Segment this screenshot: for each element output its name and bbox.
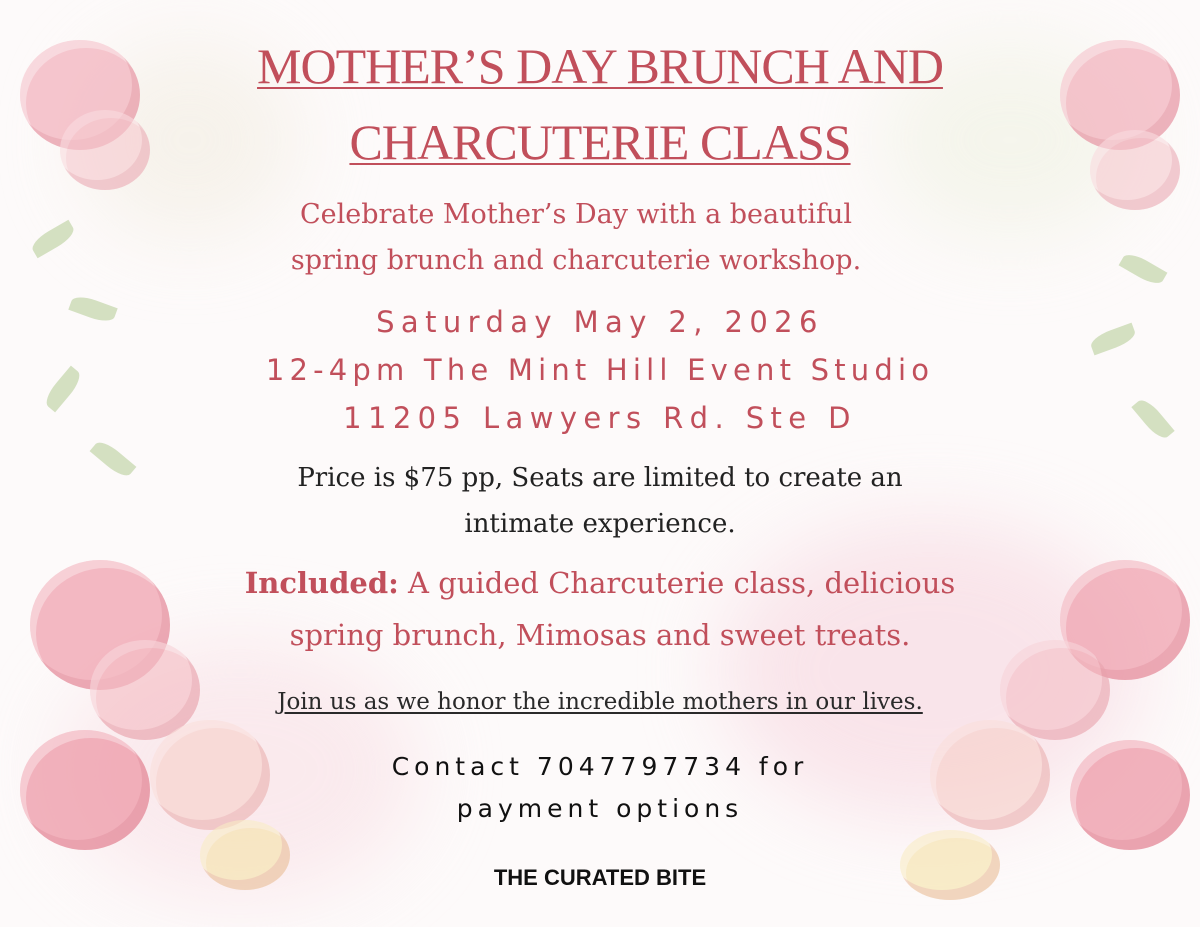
intro-line-1: Celebrate Mother’s Day with a beautiful	[299, 199, 853, 230]
contact-line-1: Contact 7047797734 for	[391, 752, 809, 781]
included-text-1: A guided Charcuterie class, delicious	[398, 566, 956, 600]
price-line-1: Price is $75 pp, Seats are limited to create an	[297, 463, 903, 493]
included-label: Included:	[244, 566, 399, 600]
included-line-1	[150, 558, 1050, 608]
intro-line-2: spring brunch and charcuterie workshop.	[290, 245, 862, 276]
event-time-venue: 12-4pm The Mint Hill Event Studio	[265, 353, 935, 387]
title-line-2: CHARCUTERIE CLASS	[349, 114, 851, 170]
event-address: 11205 Lawyers Rd. Ste D	[343, 401, 857, 435]
price-line-2: intimate experience.	[464, 509, 736, 539]
event-date: Saturday May 2, 2026	[376, 305, 824, 339]
contact-line-2: payment options	[456, 794, 744, 823]
brand-name: THE CURATED BITE	[493, 865, 707, 890]
honor-text: Join us as we honor the incredible mothers in our lives.	[277, 689, 923, 715]
included-line-2: spring brunch, Mimosas and sweet treats.	[289, 618, 911, 652]
title-line-1: MOTHER’S DAY BRUNCH AND	[257, 38, 943, 94]
